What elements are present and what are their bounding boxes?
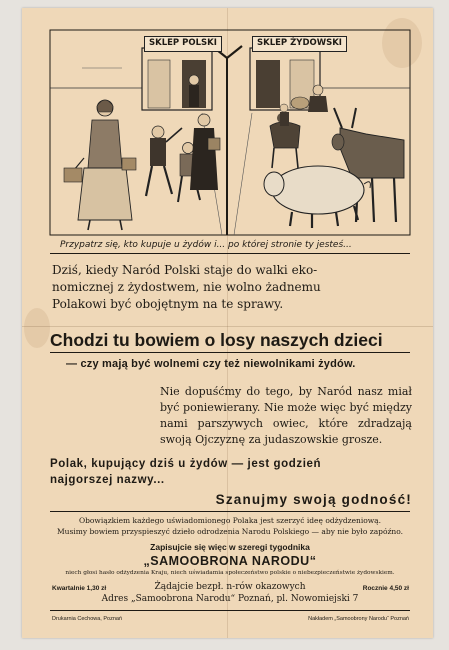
publisher-note: Nakładem „Samoobrony Narodu“ Poznań bbox=[308, 616, 409, 622]
newspaper-title: „SAMOOBRONA NARODU“ bbox=[143, 554, 317, 568]
intro-line: Dziś, kiedy Naród Polski staje do walki eko- bbox=[52, 263, 318, 277]
slogan: Szanujmy swoją godność! bbox=[215, 492, 412, 507]
fold-line-horizontal bbox=[22, 326, 433, 327]
headline-rule bbox=[50, 352, 410, 353]
address-line: Adres „Samoobrona Narodu“ Poznań, pl. Nowomiejski 7 bbox=[101, 594, 359, 604]
caption-rule bbox=[50, 253, 410, 254]
jewish-shop-front bbox=[250, 48, 410, 110]
sign-polish-shop: SKLEP POLSKI bbox=[144, 36, 222, 52]
order-line: Żądajcie bezpł. n-rów okazowych bbox=[154, 582, 306, 592]
price-quarterly: Kwartalnie 1,30 zł bbox=[52, 585, 107, 592]
poster-sheet bbox=[22, 8, 433, 638]
illustration-caption: Przypatrz się, kto kupuje u żydów i... po której stronie ty jesteś... bbox=[60, 240, 352, 250]
duty-line: Obowiązkiem każdego uświadomionego Polaka jest szerzyć ideę odżydzeniową. bbox=[78, 516, 382, 525]
duty-line: Musimy bowiem przyspieszyć dzieło odrodzenia Narodu Polskiego — aby nie było zapóźno. bbox=[56, 527, 404, 536]
subscribe-appeal: Zapisujcie się więc w szeregi tygodnika bbox=[150, 542, 310, 552]
paper-stain bbox=[24, 308, 50, 348]
intro-line: nomicznej z żydostwem, nie wolno żadnemu bbox=[52, 280, 321, 294]
main-headline: Chodzi tu bowiem o losy naszych dzieci bbox=[50, 330, 383, 350]
newspaper-description: niech głosi hasło odżydzenia Kraju, niech uświadamia społeczeństwo polskie o niebezpieczeństwie żydowskiem. bbox=[65, 570, 395, 576]
woman-figure bbox=[64, 100, 136, 230]
cartoon-illustration bbox=[22, 8, 433, 240]
warning-line: najgorszej nazwy... bbox=[50, 474, 165, 486]
subheadline: — czy mają być wolnemi czy też niewolnikami żydów. bbox=[66, 358, 356, 370]
body-paragraph: Nie dopuśćmy do tego, by Naród nasz miał być poniewierany. Nie może więc być między nami parszywych owiec, które zdradzają swoją Ojczyznę za judaszowskie grosze. bbox=[160, 385, 412, 446]
price-yearly: Rocznie 4,50 zł bbox=[362, 585, 409, 592]
slogan-rule bbox=[50, 511, 410, 512]
warning-text bbox=[50, 456, 410, 488]
intro-paragraph bbox=[52, 262, 407, 313]
pig-figure bbox=[264, 166, 370, 228]
sign-jewish-shop: SKLEP ŻYDOWSKI bbox=[252, 36, 347, 52]
printer-note: Drukarnia Cechowa, Poznań bbox=[52, 616, 123, 622]
background-figures bbox=[280, 104, 289, 126]
intro-line: Polakowi być obojętnym na te sprawy. bbox=[52, 297, 284, 311]
polish-shop-front bbox=[50, 48, 212, 110]
warning-line: Polak, kupujący dziś u żydów — jest godzień bbox=[50, 458, 322, 470]
footer-rule bbox=[50, 610, 410, 611]
